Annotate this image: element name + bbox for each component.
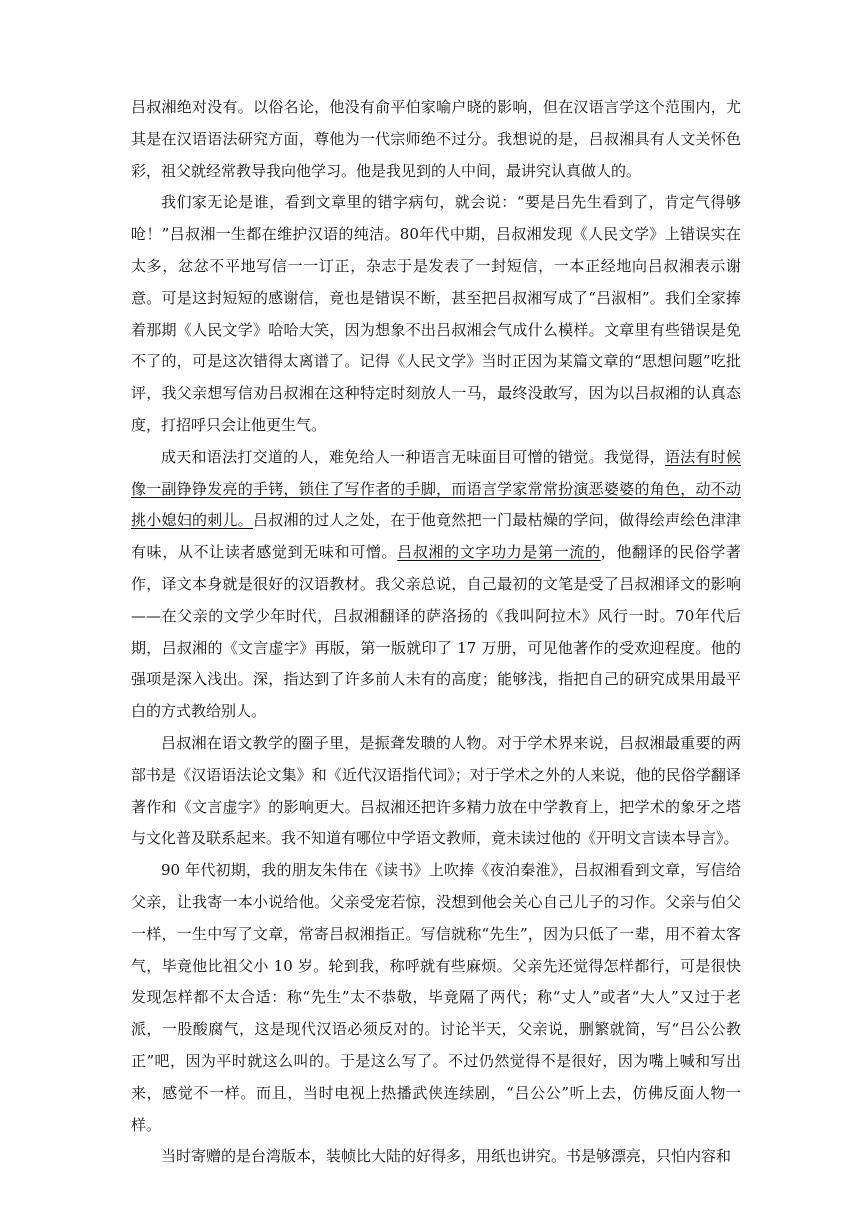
paragraph [131,442,741,728]
body-text: 吕叔湘绝对没有。以俗名论，他没有俞平伯家喻户晓的影响，但在汉语言学这个范围内，尤其是在汉语语法研究方面，尊他为一代宗师绝不过分。我想说的是，吕叔湘具有人文关怀色彩，祖父就经常教导我向他学习。他是我见到的人中间，最讲究认真做人的。 [131,98,741,180]
paragraph [131,1141,741,1173]
body-text: 吕叔湘在语文教学的圈子里，是振聋发聩的人物。对于学术界来说，吕叔湘最重要的两部书是《汉语语法论文集》和《近代汉语指代词》；对于学术之外的人来说，他的民俗学翻译著作和《文言虚字》的影响更大。吕叔湘还把许多精力放在中学教育上，把学术的象牙之塔与文化普及联系起来。我不知道有哪位中学语文教师，竟未读过他的《开明文言读本导言》。 [131,733,741,848]
paragraph [131,855,741,1141]
body-text: 当时寄赠的是台湾版本，装帧比大陆的好得多，用纸也讲究。书是够漂亮，只怕内容和 [161,1147,732,1166]
body-text: 吕叔湘的过人之处，在于他竟然把一门最枯燥的学问，做得绘声绘色津津有味，从不让读者感觉到无味和可憎。 [131,511,741,562]
body-text: 成天和语法打交道的人，难免给人一种语言无味面目可憎的错觉。我觉得， [161,447,665,466]
paragraph [131,187,741,441]
body-text: 我们家无论是谁，看到文章里的错字病句，就会说：“要是吕先生看到了，肯定气得够呛！”吕叔湘一生都在维护汉语的纯洁。80年代中期，吕叔湘发现《人民文学》上错误实在太多，忿忿不平地写信一一订正，杂志于是发表了一封短信，一本正经地向吕叔湘表示谢意。可是这封短短的感谢信，竟也是错误不断，甚至把吕叔湘写成了“吕淑相”。我们全家捧着那期《人民文学》哈哈大笑，因为想象不出吕叔湘会气成什么模样。文章里有些错误是免不了的，可是这次错得太离谱了。记得《人民文学》当时正因为某篇文章的“思想问题”吃批评，我父亲想写信劝吕叔湘在这种特定时刻放人一马，最终没敢写，因为以吕叔湘的认真态度，打招呼只会让他更生气。 [131,193,741,434]
body-text: 90 年代初期，我的朋友朱伟在《读书》上吹捧《夜泊秦淮》，吕叔湘看到文章，写信给父亲，让我寄一本小说给他。父亲受宠若惊，没想到他会关心自己儿子的习作。父亲与伯父一样，一生中写了文章，常寄吕叔湘指正。写信就称“先生”，因为只低了一辈，用不着太客气，毕竟他比祖父小 10 岁。轮到我，称呼就有些麻烦。父亲先还觉得怎样都行，可是很快发现怎样都不太合适：称“先生”太不恭敬，毕竟隔了两代；称“丈人”或者“大人”又过于老派，一股酸腐气，这是现代汉语必须反对的。讨论半天，父亲说，删繁就简，写“吕公公教正”吧，因为平时就这么叫的。于是这么写了。不过仍然觉得不是很好，因为嘴上喊和写出来，感觉不一样。而且，当时电视上热播武侠连续剧，“吕公公”听上去，仿佛反面人物一样。 [131,861,741,1134]
underlined-text: 语法有时候像一副铮铮发亮的手铐，锁住了写作者的手脚，而语言学家常常扮演恶婆婆的角色，动不动挑小媳妇的刺儿。 [131,447,741,530]
paragraph [131,92,741,187]
document-page [131,92,741,1173]
body-text: ，他翻译的民俗学著作，译文本身就是很好的汉语教材。我父亲总说，自己最初的文笔是受了吕叔湘译文的影响——在父亲的文学少年时代，吕叔湘翻译的萨洛扬的《我叫阿拉木》风行一时。70年代后期，吕叔湘的《文言虚字》再版，第一版就印了 17 万册，可见他著作的受欢迎程度。他的强项是深入浅出。深，指达到了许多前人未有的高度；能够浅，指把自己的研究成果用最平白的方式教给别人。 [131,543,741,721]
paragraph [131,728,741,855]
underlined-text: 吕叔湘的文字功力是第一流的 [397,543,601,562]
